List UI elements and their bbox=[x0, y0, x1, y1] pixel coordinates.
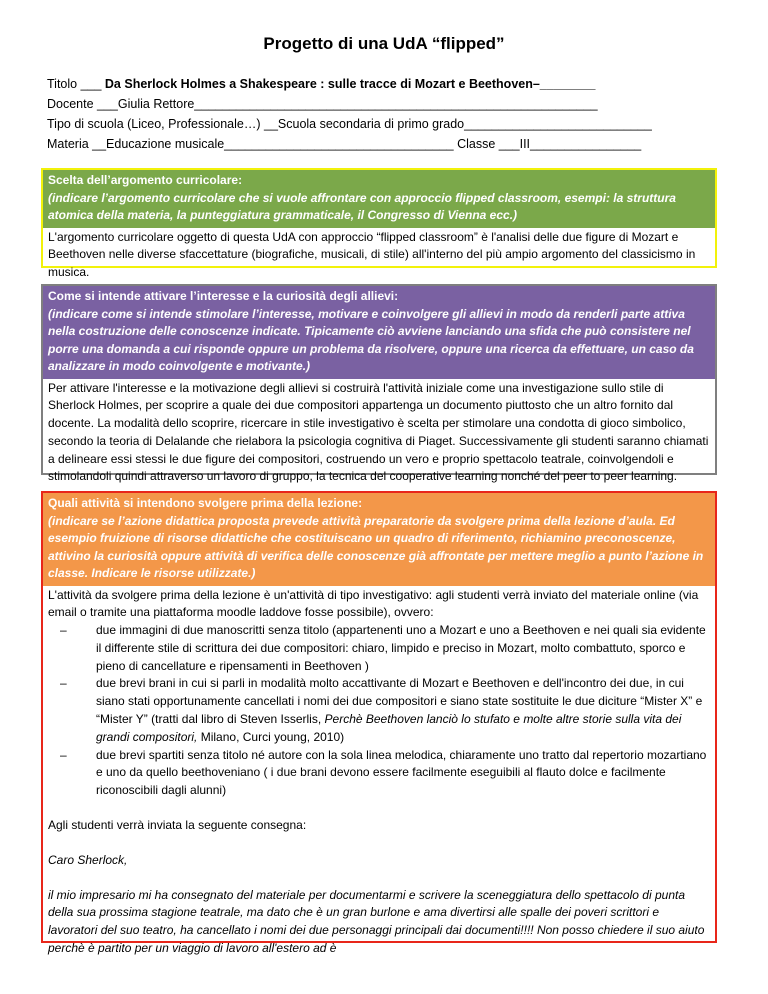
activity-intro: L'attività da svolgere prima della lezione è un'attività di tipo investigativo: agli studenti verrà inviato del materiale online (via email o tramite una piattaforma moodle laddove fosse possibile), ovvero: bbox=[48, 587, 699, 620]
section-header bbox=[43, 170, 715, 228]
section-header bbox=[43, 493, 715, 586]
list-item: – due brevi spartiti senza titolo né autore con la sola linea melodica, chiaramente uno tratto dal repertorio mozartiano e uno da quello beethoveniano ( i due brani devono essere facilmente eseguibili al flauto dolce e facilmente riconoscibili dagli alunni) bbox=[96, 747, 709, 800]
section-description: (indicare l’argomento curricolare che si vuole affrontare con approccio flipped classroom, esempi: la struttura atomica della materia, la punteggiatura grammaticale, il Congresso di Vienna ecc.) bbox=[48, 190, 676, 222]
tipo-scuola-line: Tipo di scuola (Liceo, Professionale…) __Scuola secondaria di primo grado___________________________ bbox=[47, 117, 652, 131]
titolo-label: Titolo ___ bbox=[47, 77, 105, 91]
project-metadata bbox=[47, 74, 727, 154]
section-heading: Come si intende attivare l’interesse e la curiosità degli allievi: bbox=[48, 289, 399, 303]
titolo-line bbox=[47, 74, 727, 94]
materia-classe-line: Materia __Educazione musicale_________________________________ Classe ___III________________ bbox=[47, 137, 642, 151]
section-argomento-curricolare bbox=[41, 168, 717, 280]
section-description: (indicare come si intende stimolare l’interesse, motivare e coinvolgere gli allievi in modo da renderli parte attiva nella costruzione delle conoscenze indicate. Tipicamente ciò avviene lanciando una sfida che può consistere nel porre una domanda a cui risponde oppure un problema da risolvere, oppure una ricerca da effettuare, un caso da analizzare in modo coinvolgente e motivante.) bbox=[48, 306, 694, 373]
section-heading: Scelta dell’argomento curricolare: bbox=[48, 173, 243, 187]
section-header bbox=[43, 286, 715, 379]
list-item bbox=[96, 675, 709, 746]
letter-greeting: Caro Sherlock, bbox=[48, 852, 128, 867]
list-item-text: due brevi brani in cui si parli in modalità molto accattivante di Mozart e Beethoven e dell'incontro dei due, in cui siano stati opportunamente cancellati i nomi dei due compositori e siano state sostituite le due diciture “Mister X” e “Mister Y” (tratti dal libro di Steven Isserlis, bbox=[96, 676, 703, 727]
section-description: (indicare se l’azione didattica proposta prevede attività preparatorie da svolgere prima della lezione d’aula. Ed esempio fruizione di risorse didattiche che costituiscano un quadro di riferimento, richiamino preconoscenze, attivino la curiosità oppure attività di verifica delle conoscenze già affrontate per mettere meglio a punto l’azione in classe. Indicare le risorse utilizzate.) bbox=[48, 513, 704, 580]
section-body: L'argomento curricolare oggetto di questa UdA con approccio “flipped classroom” è l'analisi delle due figure di Mozart e Beethoven nelle diverse sfaccettature (biografiche, musicali, di stile) all'interno del più ampio argomento del classicismo in musica. bbox=[48, 229, 696, 280]
section-body: Per attivare l'interesse e la motivazione degli allievi si costruirà l'attività iniziale come una investigazione sullo stile di Sherlock Holmes, per scoprire a quale dei due compositori appartenga un documento piuttosto che un altro fornito dal docente. La modalità dello scoprire, ricercare in stile investigativo è scelta per stimolare una condotta di gioco simbolico, secondo la teoria di Delalande che rielabora la psicologia cognitiva di Piaget. Successivamente gli studenti saranno chiamati a delineare essi stessi le due figure dei compositori, costruendo un vero e proprio spettacolo teatrale, coinvolgendoli e stimolandoli quindi attraverso un lavoro di gruppo, la tecnica del cooperative learning nonché del peer to peer learning. bbox=[48, 380, 709, 484]
section-heading: Quali attività si intendono svolgere prima della lezione: bbox=[48, 496, 363, 510]
document-title: Progetto di una UdA “flipped” bbox=[263, 34, 505, 53]
consegna-text: Agli studenti verrà inviata la seguente consegna: bbox=[48, 818, 307, 833]
section-interesse-curiosita bbox=[41, 284, 717, 484]
letter-body: il mio impresario mi ha consegnato del materiale per documentarmi e scrivere la sceneggiatura dello spettacolo di punta della sua prossima stagione teatrale, ma dato che è un gran burlone e ama divertirsi alle spalle dei poveri scrittori e lavoratori del suo teatro, ha cancellato i nomi dei due personaggi principali dai documenti!!!! Non posso chiedere il suo aiuto perchè è partito per un viaggio di lavoro all'estero ad è bbox=[48, 887, 705, 956]
docente-line: Docente ___Giulia Rettore__________________________________________________________ bbox=[47, 97, 598, 111]
list-item: – due immagini di due manoscritti senza titolo (appartenenti uno a Mozart e uno a Beethoven e nei quali sia evidente il differente stile di scrittura dei due compositori: chiaro, limpido e preciso in Mozart, molto combattuto, sporco e pieno di cancellature e ripensamenti in Beethoven ) bbox=[96, 622, 709, 675]
section-attivita-prima-lezione bbox=[41, 491, 717, 956]
book-title: Perchè Beethoven lanciò lo stufato e molte altre storie sulla vita dei grandi compositori, bbox=[96, 712, 682, 744]
list-item-text: Milano, Curci young, 2010) bbox=[197, 729, 345, 744]
titolo-value: Da Sherlock Holmes a Shakespeare : sulle tracce di Mozart e Beethoven–________ bbox=[104, 77, 596, 91]
materials-list bbox=[48, 622, 709, 800]
section-body bbox=[43, 586, 715, 960]
